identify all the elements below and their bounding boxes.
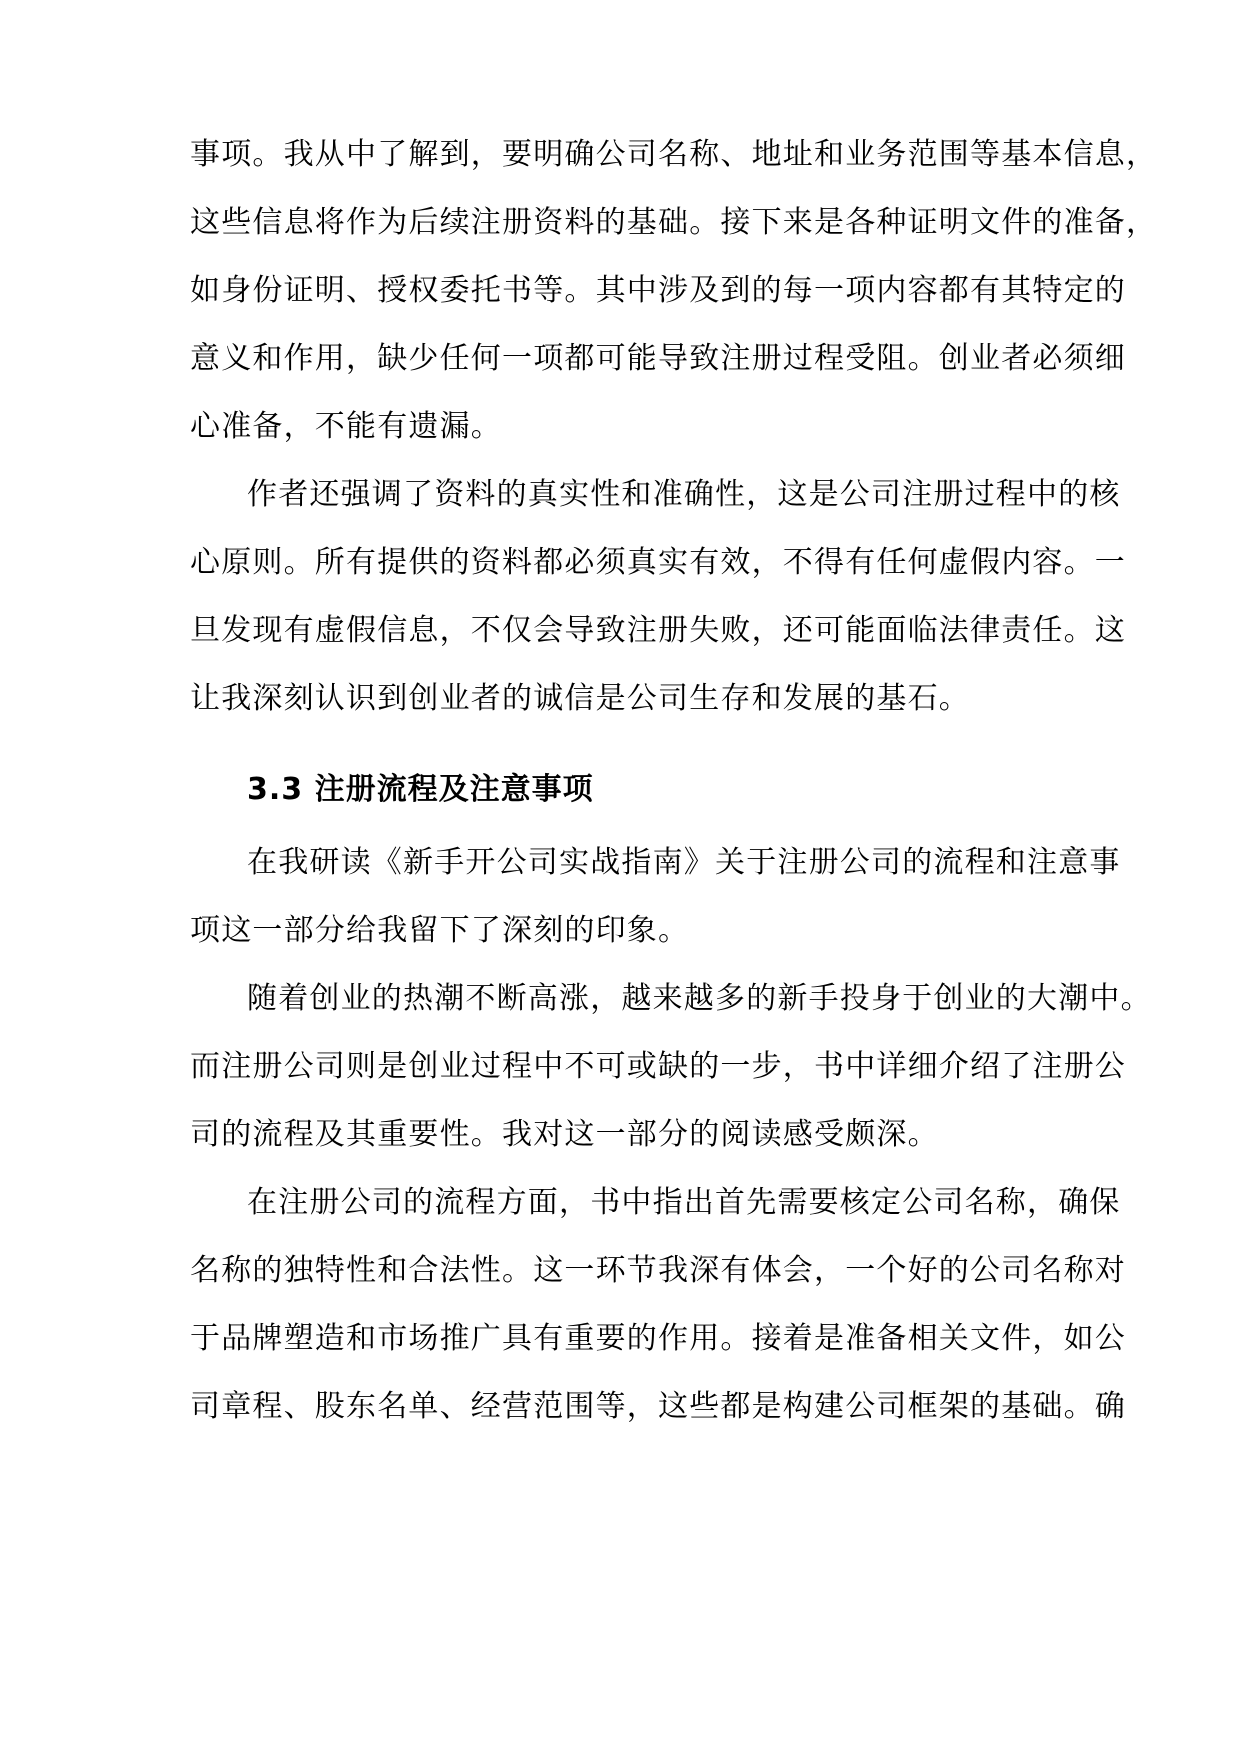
body-text-line: 而注册公司则是创业过程中不可或缺的一步，书中详细介绍了注册公 <box>190 1049 1126 1084</box>
body-text-line: 意义和作用，缺少任何一项都可能导致注册过程受阻。创业者必须细 <box>190 341 1126 376</box>
body-text-line: 让我深刻认识到创业者的诚信是公司生存和发展的基石。 <box>190 681 970 716</box>
body-text-line: 旦发现有虚假信息，不仅会导致注册失败，还可能面临法律责任。这 <box>190 613 1126 648</box>
body-text-line: 心原则。所有提供的资料都必须真实有效，不得有任何虚假内容。一 <box>190 545 1126 580</box>
body-text-line: 于品牌塑造和市场推广具有重要的作用。接着是准备相关文件，如公 <box>190 1321 1126 1356</box>
paragraph-first-line: 随着创业的热潮不断高涨，越来越多的新手投身于创业的大潮中。 <box>247 981 1152 1016</box>
body-text-line: 司章程、股东名单、经营范围等，这些都是构建公司框架的基础。确 <box>190 1389 1126 1424</box>
paragraph-first-line: 作者还强调了资料的真实性和准确性，这是公司注册过程中的核 <box>247 477 1121 512</box>
body-text-line: 如身份证明、授权委托书等。其中涉及到的每一项内容都有其特定的 <box>190 273 1126 308</box>
body-text-line: 这些信息将作为后续注册资料的基础。接下来是各种证明文件的准备， <box>190 205 1158 240</box>
body-text-line: 事项。我从中了解到，要明确公司名称、地址和业务范围等基本信息， <box>190 137 1158 172</box>
body-text-line: 心准备，不能有遗漏。 <box>190 409 502 444</box>
paragraph-first-line: 在注册公司的流程方面，书中指出首先需要核定公司名称，确保 <box>247 1185 1121 1220</box>
paragraph-first-line: 在我研读《新手开公司实战指南》关于注册公司的流程和注意事 <box>247 845 1121 880</box>
body-text-line: 名称的独特性和合法性。这一环节我深有体会，一个好的公司名称对 <box>190 1253 1126 1288</box>
body-text-line: 项这一部分给我留下了深刻的印象。 <box>190 913 690 948</box>
section-heading: 3.3 注册流程及注意事项 <box>247 772 594 807</box>
body-text-line: 司的流程及其重要性。我对这一部分的阅读感受颇深。 <box>190 1117 939 1152</box>
